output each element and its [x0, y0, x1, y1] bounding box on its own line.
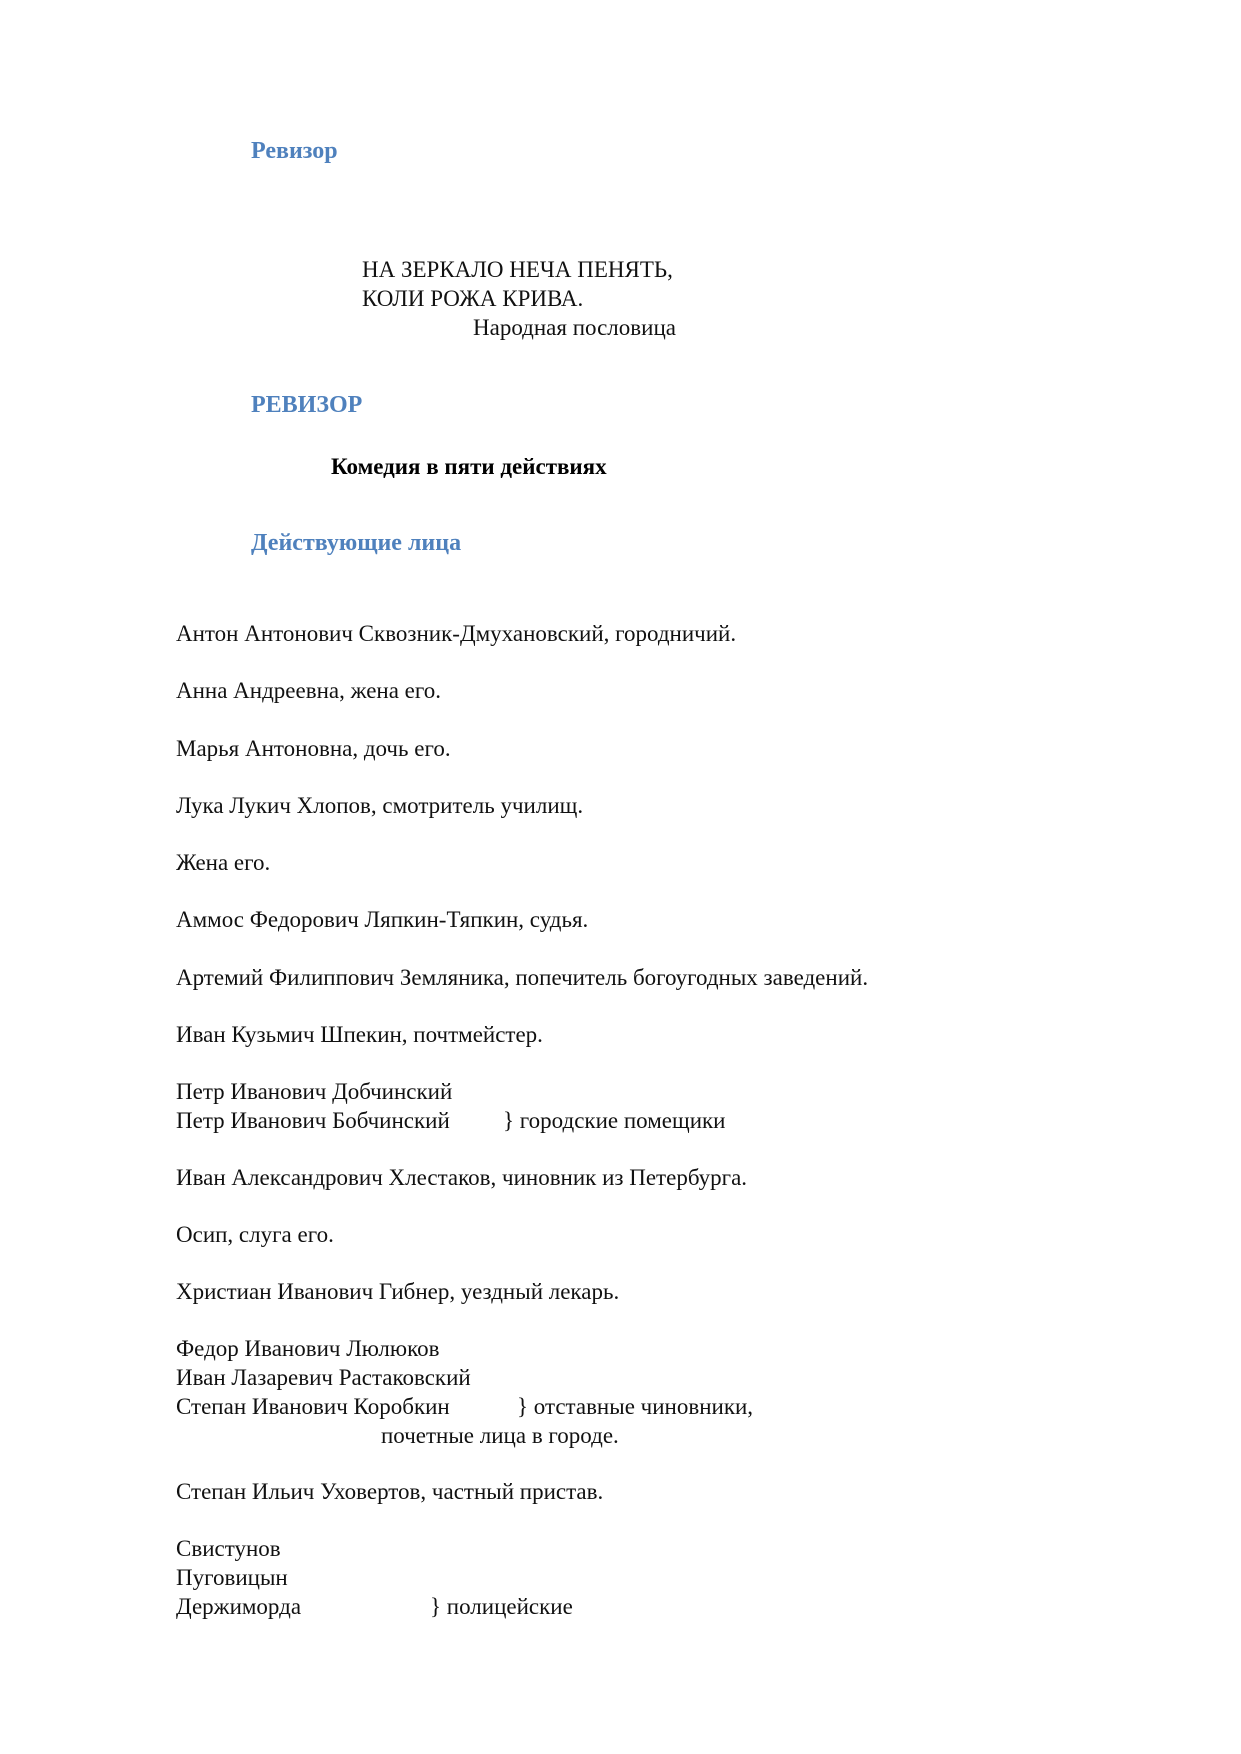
cast-entry-khlopov: Лука Лукич Хлопов, смотритель училищ. [176, 793, 584, 818]
cast-entry-derzhimorda-name: Держиморда [176, 1594, 302, 1619]
cast-entry-korobkin-name: Степан Иванович Коробкин [176, 1394, 450, 1419]
play-subtitle: Комедия в пяти действиях [331, 454, 607, 479]
police-brace-group [430, 1592, 573, 1621]
cast-entry-bobchinsky-name: Петр Иванович Бобчинский [176, 1108, 450, 1133]
cast-entry-dobchinsky: Петр Иванович Добчинский [176, 1079, 453, 1104]
play-title: РЕВИЗОР [251, 392, 363, 418]
landowners-brace-group [503, 1106, 725, 1135]
brace-symbol: } [503, 1108, 515, 1133]
cast-entry-khlopov-wife: Жена его. [176, 850, 271, 875]
brace-symbol: } [430, 1594, 442, 1619]
cast-entry-lyapkin: Аммос Федорович Ляпкин-Тяпкин, судья. [176, 907, 589, 932]
cast-heading: Действующие лица [251, 530, 462, 556]
cast-entry-gorodnichiy: Антон Антонович Сквозник-Дмухановский, городничий. [176, 621, 737, 646]
brace-symbol: } [517, 1394, 529, 1419]
cast-entry-svistunov: Свистунов [176, 1536, 281, 1561]
cast-entry-anna: Анна Андреевна, жена его. [176, 678, 441, 703]
epigraph-line-1: НА ЗЕРКАЛО НЕЧА ПЕНЯТЬ, [362, 257, 673, 282]
cast-group-police [176, 1534, 876, 1621]
cast-entry-rastakovsky: Иван Лазаревич Растаковский [176, 1365, 471, 1390]
document-title: Ревизор [251, 138, 338, 164]
epigraph [362, 255, 676, 342]
cast-entry-derzhimorda [176, 1592, 876, 1621]
cast-entry-pugovitsyn: Пуговицын [176, 1565, 288, 1590]
officials-description: отставные чиновники, [533, 1394, 754, 1419]
cast-entry-bobchinsky [176, 1106, 876, 1135]
cast-entry-osip: Осип, слуга его. [176, 1222, 334, 1247]
cast-entry-marya: Марья Антоновна, дочь его. [176, 736, 451, 761]
cast-entry-ukhovertov: Степан Ильич Уховертов, частный пристав. [176, 1479, 604, 1504]
cast-entry-khlestakov: Иван Александрович Хлестаков, чиновник из Петербурга. [176, 1165, 748, 1190]
cast-entry-lyulyukov: Федор Иванович Люлюков [176, 1336, 440, 1361]
cast-group-officials [176, 1334, 876, 1450]
cast-entry-gibner: Христиан Иванович Гибнер, уездный лекарь. [176, 1279, 620, 1304]
officials-brace-group [517, 1392, 753, 1421]
cast-entry-shpekin: Иван Кузьмич Шпекин, почтмейстер. [176, 1022, 543, 1047]
cast-group-landowners [176, 1077, 876, 1135]
cast-entry-korobkin [176, 1392, 876, 1421]
epigraph-attribution: Народная пословица [473, 315, 676, 340]
cast-entry-zemlyanika: Артемий Филиппович Земляника, попечитель богоугодных заведений. [176, 965, 869, 990]
landowners-description: городские помещики [519, 1108, 726, 1133]
epigraph-line-2: КОЛИ РОЖА КРИВА. [362, 286, 584, 311]
police-description: полицейские [446, 1594, 573, 1619]
officials-description-continued: почетные лица в городе. [381, 1423, 619, 1448]
